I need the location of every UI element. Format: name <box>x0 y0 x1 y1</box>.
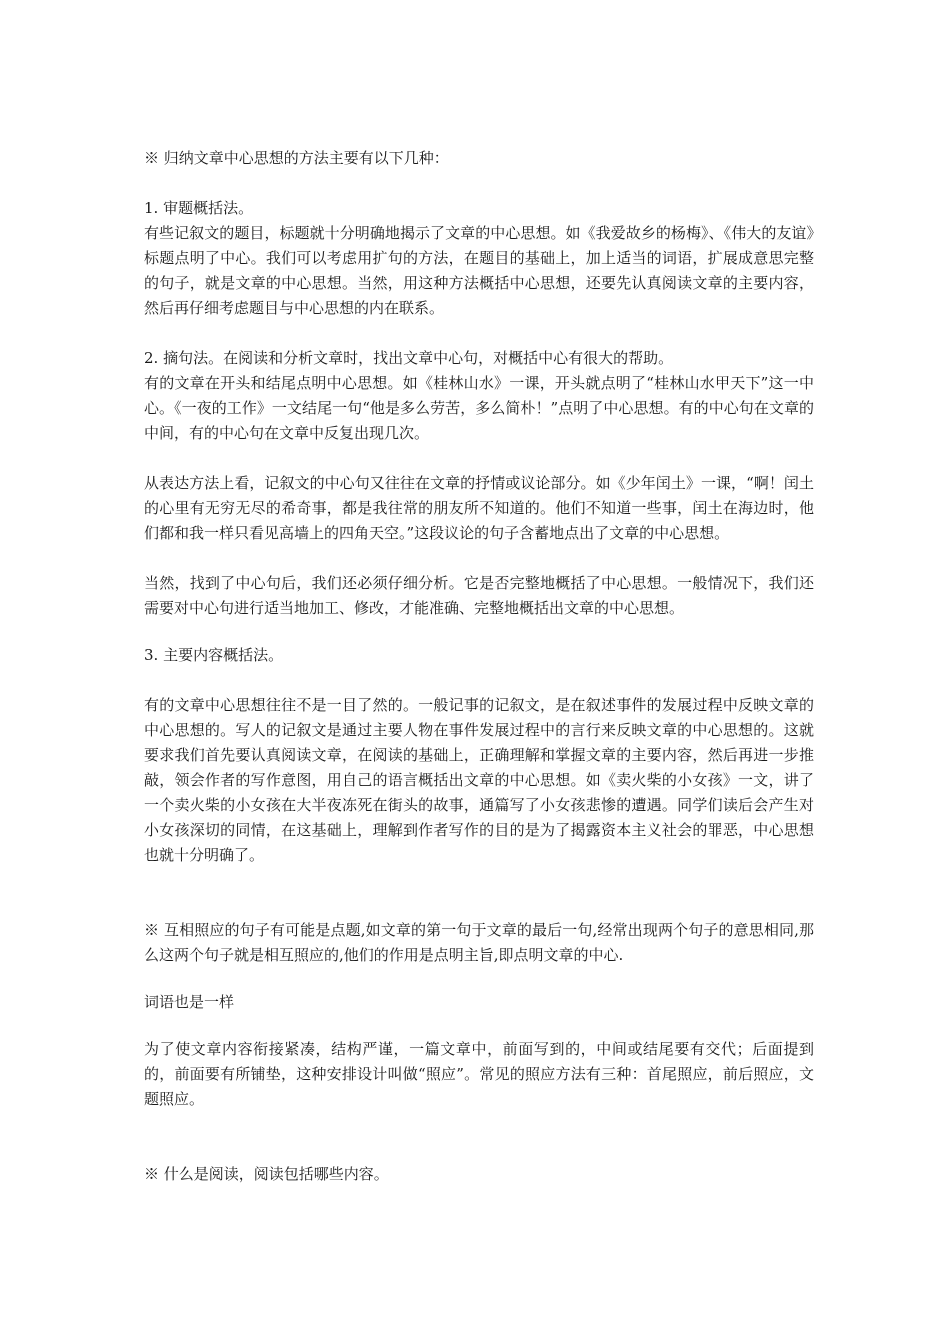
method-3-title: 3. 主要内容概括法。 <box>144 646 284 664</box>
method-2-title: 2. 摘句法。在阅读和分析文章时，找出文章中心句，对概括中心有很大的帮助。 <box>144 349 674 367</box>
spacer <box>144 171 814 196</box>
section-heading-main-idea-methods: ※ 归纳文章中心思想的方法主要有以下几种： <box>144 149 449 167</box>
spacer <box>144 446 814 471</box>
section-heading-reading: ※ 什么是阅读，阅读包括哪些内容。 <box>144 1165 389 1183</box>
spacer <box>144 621 814 643</box>
correspondence-body: 为了使文章内容衔接紧凑，结构严谨，一篇文章中，前面写到的，中间或结尾要有交代；后面提到的，前面要有所铺垫，这种安排设计叫做“照应”。常见的照应方法有三种：首尾照应，前后照应，文题照应。 <box>144 1040 814 1108</box>
method-2-body: 有的文章在开头和结尾点明中心思想。如《桂林山水》一课，开头就点明了“桂林山水甲天下”这一中心。《一夜的工作》一文结尾一句“他是多么劳苦，多么简朴！”点明了中心思想。有的中心句在文章的中间，有的中心句在文章中反复出现几次。 <box>144 374 814 442</box>
document-page <box>144 146 814 1187</box>
spacer <box>144 868 814 918</box>
method-3-body: 有的文章中心思想往往不是一目了然的。一般记事的记叙文，是在叙述事件的发展过程中反映文章的中心思想的。写人的记叙文是通过主要人物在事件发展过程中的言行来反映文章的中心思想的。这就要求我们首先要认真阅读文章，在阅读的基础上，正确理解和掌握文章的主要内容，然后再进一步推敲，领会作者的写作意图，用自己的语言概括出文章的中心思想。如《卖火柴的小女孩》一文，讲了一个卖火柴的小女孩在大半夜冻死在街头的故事，通篇写了小女孩悲惨的遭遇。同学们读后会产生对小女孩深切的同情，在这基础上，理解到作者写作的目的是为了揭露资本主义社会的罪恶，中心思想也就十分明确了。 <box>144 696 814 864</box>
spacer <box>144 1015 814 1037</box>
correspondence-note: 词语也是一样 <box>144 993 235 1011</box>
spacer <box>144 321 814 346</box>
spacer <box>144 968 814 990</box>
section-heading-correspondence: ※ 互相照应的句子有可能是点题,如文章的第一句于文章的最后一句,经常出现两个句子的意思相同,那么这两个句子就是相互照应的,他们的作用是点明主旨,即点明文章的中心. <box>144 921 814 964</box>
spacer <box>144 546 814 571</box>
method-1-title: 1. 审题概括法。 <box>144 199 254 217</box>
spacer <box>144 668 814 693</box>
spacer <box>144 1112 814 1162</box>
method-2-paragraph-2: 从表达方法上看，记叙文的中心句又往往在文章的抒情或议论部分。如《少年闰土》一课，“啊！闰土的心里有无穷无尽的希奇事，都是我往常的朋友所不知道的。他们不知道一些事，闰土在海边时，他们都和我一样只看见高墙上的四角天空。”这段议论的句子含蓄地点出了文章的中心思想。 <box>144 474 814 542</box>
method-2-paragraph-3: 当然，找到了中心句后，我们还必须仔细分析。它是否完整地概括了中心思想。一般情况下，我们还需要对中心句进行适当地加工、修改，才能准确、完整地概括出文章的中心思想。 <box>144 574 814 617</box>
method-1-body: 有些记叙文的题目，标题就十分明确地揭示了文章的中心思想。如《我爱故乡的杨梅》、《伟大的友谊》标题点明了中心。我们可以考虑用扩句的方法，在题目的基础上，加上适当的词语，扩展成意思完整的句子，就是文章的中心思想。当然，用这种方法概括中心思想，还要先认真阅读文章的主要内容，然后再仔细考虑题目与中心思想的内在联系。 <box>144 224 814 317</box>
